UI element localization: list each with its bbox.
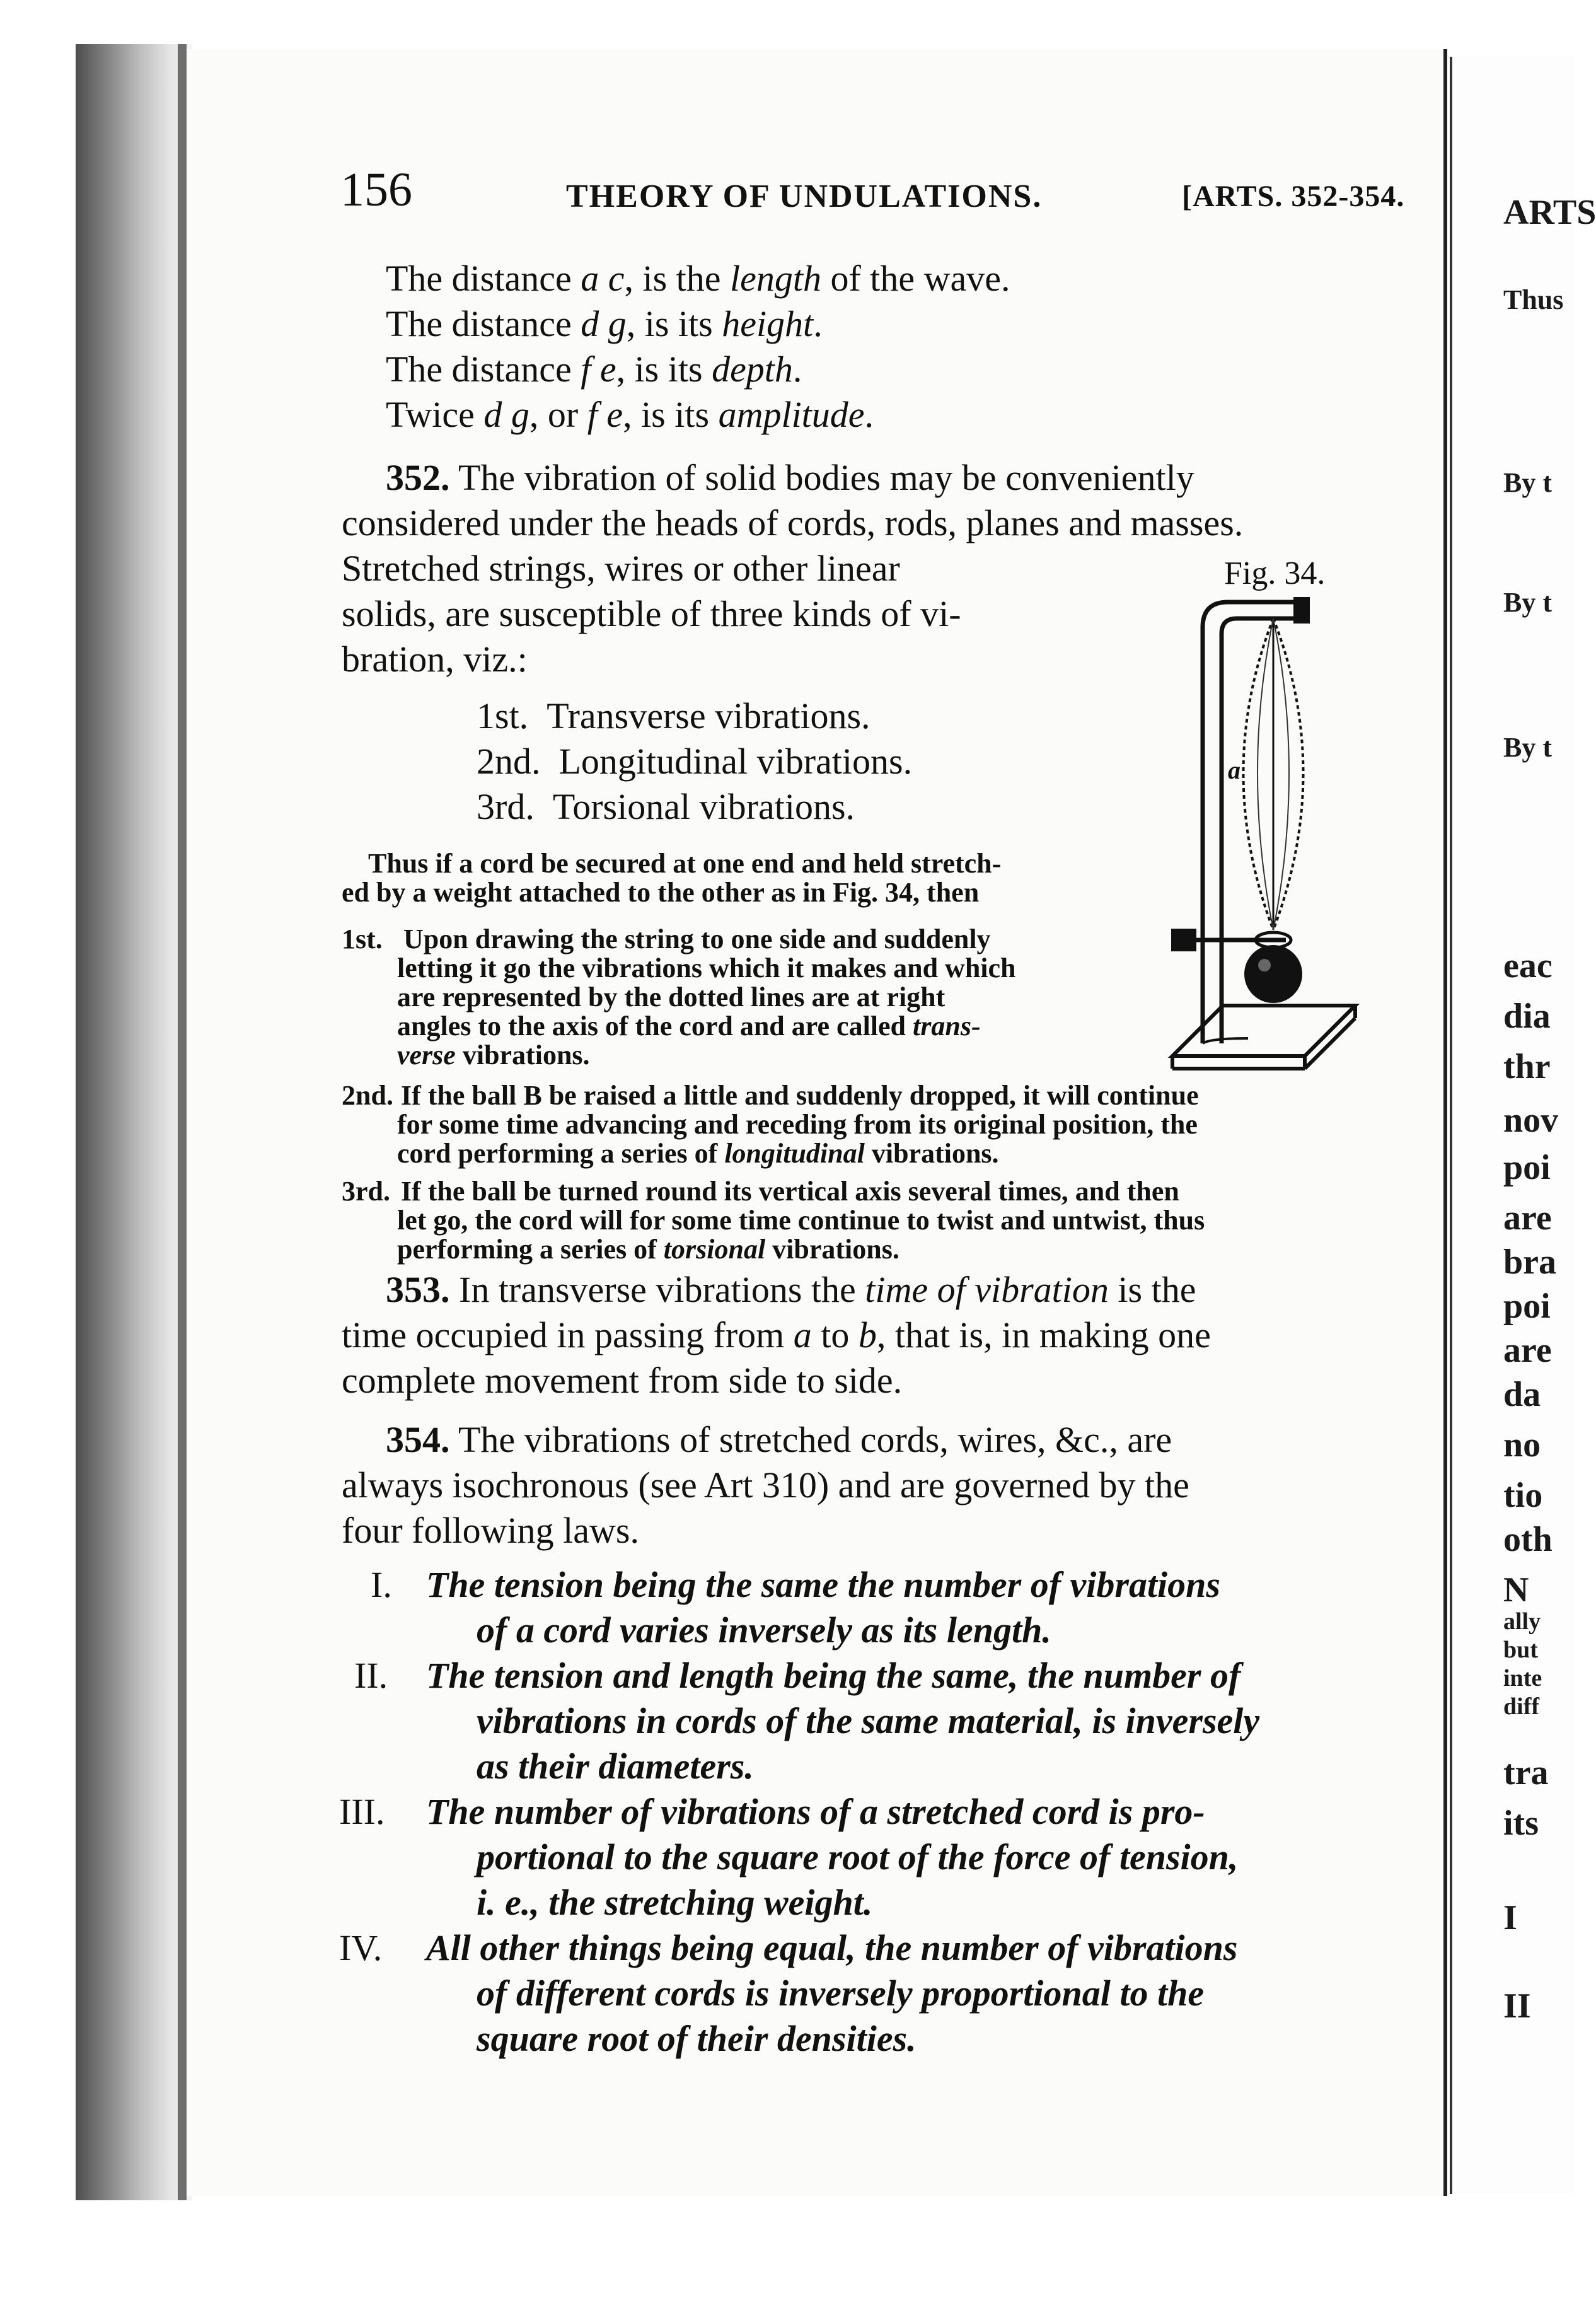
facing-page-fragment: but xyxy=(1503,1637,1538,1663)
facing-page-fragment: ally xyxy=(1503,1608,1541,1635)
definition-line: The distance a c, is the length of the wave. xyxy=(386,258,1010,299)
facing-page-fragment: nov xyxy=(1503,1101,1559,1140)
paragraph-353-line: time occupied in passing from a to b, that is, in making one xyxy=(342,1314,1211,1355)
facing-page-fragment: diff xyxy=(1503,1693,1539,1720)
article-number: 353. xyxy=(386,1269,450,1310)
law-line: i. e., the stretching weight. xyxy=(477,1882,873,1923)
definition-line: The distance d g, is its height. xyxy=(386,303,823,344)
law-number: II. xyxy=(354,1655,388,1696)
book-spine-shadow xyxy=(76,44,192,2200)
paragraph-354-line: 354. The vibrations of stretched cords, wires, &c., are xyxy=(386,1419,1172,1460)
vibrating-cord-figure xyxy=(1154,589,1368,1081)
facing-page-fragment: are xyxy=(1503,1331,1552,1370)
facing-page-fragment: its xyxy=(1503,1804,1539,1843)
paragraph-352-line: bration, viz.: xyxy=(342,639,528,680)
facing-page-fragment: By t xyxy=(1503,732,1552,763)
facing-page-fragment: bra xyxy=(1503,1243,1556,1282)
law-line: square root of their densities. xyxy=(477,2018,917,2059)
article-number: 352. xyxy=(386,457,450,498)
facing-page-fragment: By t xyxy=(1503,587,1552,618)
note-line: ed by a weight attached to the other as in Fig. 34, then xyxy=(342,877,980,908)
definition-line: Twice d g, or f e, is its amplitude. xyxy=(386,394,874,435)
vibration-kind: 3rd. Torsional vibrations. xyxy=(477,786,855,827)
law-line: The number of vibrations of a stretched cord is pro- xyxy=(426,1791,1205,1832)
paragraph-352-line: considered under the heads of cords, rods, planes and masses. xyxy=(342,502,1244,543)
note-line: Thus if a cord be secured at one end and held stretch- xyxy=(368,848,1002,879)
facing-page-fragment: oth xyxy=(1503,1520,1553,1559)
note-ordinal: 1st. xyxy=(342,924,383,954)
paragraph-353-line: 353. In transverse vibrations the time of vibration is the xyxy=(386,1269,1196,1310)
facing-page-fragment: tio xyxy=(1503,1476,1543,1515)
paragraph-352-line: 352. The vibration of solid bodies may be conveniently xyxy=(386,457,1194,498)
law-line: All other things being equal, the number of vibrations xyxy=(426,1927,1238,1968)
note-ordinal: 3rd. xyxy=(342,1176,390,1207)
law-number: IV. xyxy=(339,1927,383,1968)
facing-page-fragment: By t xyxy=(1503,467,1552,498)
note-line: Upon drawing the string to one side and suddenly xyxy=(403,924,991,954)
facing-page-fragment: tra xyxy=(1503,1753,1549,1792)
note-line: are represented by the dotted lines are at right xyxy=(397,982,945,1012)
law-line: The tension and length being the same, the number of xyxy=(426,1655,1241,1696)
note-ordinal: 2nd. xyxy=(342,1080,393,1111)
facing-page-fragment: thr xyxy=(1503,1047,1551,1086)
running-title: THEORY OF UNDULATIONS. xyxy=(566,178,1043,214)
definition-line: The distance f e, is its depth. xyxy=(386,349,802,390)
facing-page-fragment: ARTS xyxy=(1503,193,1596,232)
law-line: as their diameters. xyxy=(477,1746,754,1787)
paragraph-352-line: Stretched strings, wires or other linear xyxy=(342,548,900,589)
paragraph-354-line: always isochronous (see Art 310) and are governed by the xyxy=(342,1465,1189,1506)
law-number: III. xyxy=(339,1791,385,1832)
law-line: vibrations in cords of the same material, is inversely xyxy=(477,1700,1260,1741)
note-line: If the ball be turned round its vertical axis several times, and then xyxy=(401,1176,1179,1207)
article-number: 354. xyxy=(386,1419,450,1460)
note-line: performing a series of torsional vibrations. xyxy=(397,1234,899,1265)
vibration-kind: 2nd. Longitudinal vibrations. xyxy=(477,741,913,782)
figure-label-a: a xyxy=(1228,756,1240,784)
page-gutter-edge xyxy=(178,44,187,2200)
paragraph-352-line: solids, are susceptible of three kinds of vi- xyxy=(342,593,961,634)
facing-page-fragment: poi xyxy=(1503,1287,1551,1326)
facing-page-fragment: are xyxy=(1503,1198,1552,1238)
facing-page-fragment: inte xyxy=(1503,1665,1542,1691)
law-number: I. xyxy=(371,1564,392,1605)
note-line: letting it go the vibrations which it makes and which xyxy=(397,953,1016,983)
law-line: portional to the square root of the force of tension, xyxy=(477,1836,1239,1877)
facing-page-fragment: eac xyxy=(1503,946,1553,985)
note-line: cord performing a series of longitudinal vibrations. xyxy=(397,1138,999,1169)
vibration-kind: 1st. Transverse vibrations. xyxy=(477,695,870,736)
note-line: verse vibrations. xyxy=(397,1040,590,1070)
page-number: 156 xyxy=(340,163,412,216)
facing-page-fragment: poi xyxy=(1503,1148,1551,1187)
law-line: of different cords is inversely proportional to the xyxy=(477,1973,1205,2014)
note-line: for some time advancing and receding from its original position, the xyxy=(397,1109,1198,1140)
note-line: let go, the cord will for some time continue to twist and untwist, thus xyxy=(397,1205,1205,1236)
facing-page-fragment: N xyxy=(1503,1570,1529,1610)
facing-page-fragment: dia xyxy=(1503,997,1551,1036)
facing-page-fragment: I xyxy=(1503,1898,1517,1937)
facing-page-fragment: II xyxy=(1503,1987,1531,2026)
figure-caption: Fig. 34. xyxy=(1224,555,1326,591)
law-line: The tension being the same the number of vibrations xyxy=(426,1564,1220,1605)
facing-page-fragment: Thus xyxy=(1503,284,1564,315)
facing-page-fragment: da xyxy=(1503,1375,1541,1414)
note-line: If the ball B be raised a little and suddenly dropped, it will continue xyxy=(401,1080,1199,1111)
article-range: [ARTS. 352-354. xyxy=(1182,180,1405,213)
facing-page-fragment: no xyxy=(1503,1425,1541,1465)
note-line: angles to the axis of the cord and are called trans- xyxy=(397,1011,981,1041)
paragraph-353-line: complete movement from side to side. xyxy=(342,1360,903,1401)
law-line: of a cord varies inversely as its length. xyxy=(477,1610,1051,1651)
paragraph-354-line: four following laws. xyxy=(342,1510,639,1551)
